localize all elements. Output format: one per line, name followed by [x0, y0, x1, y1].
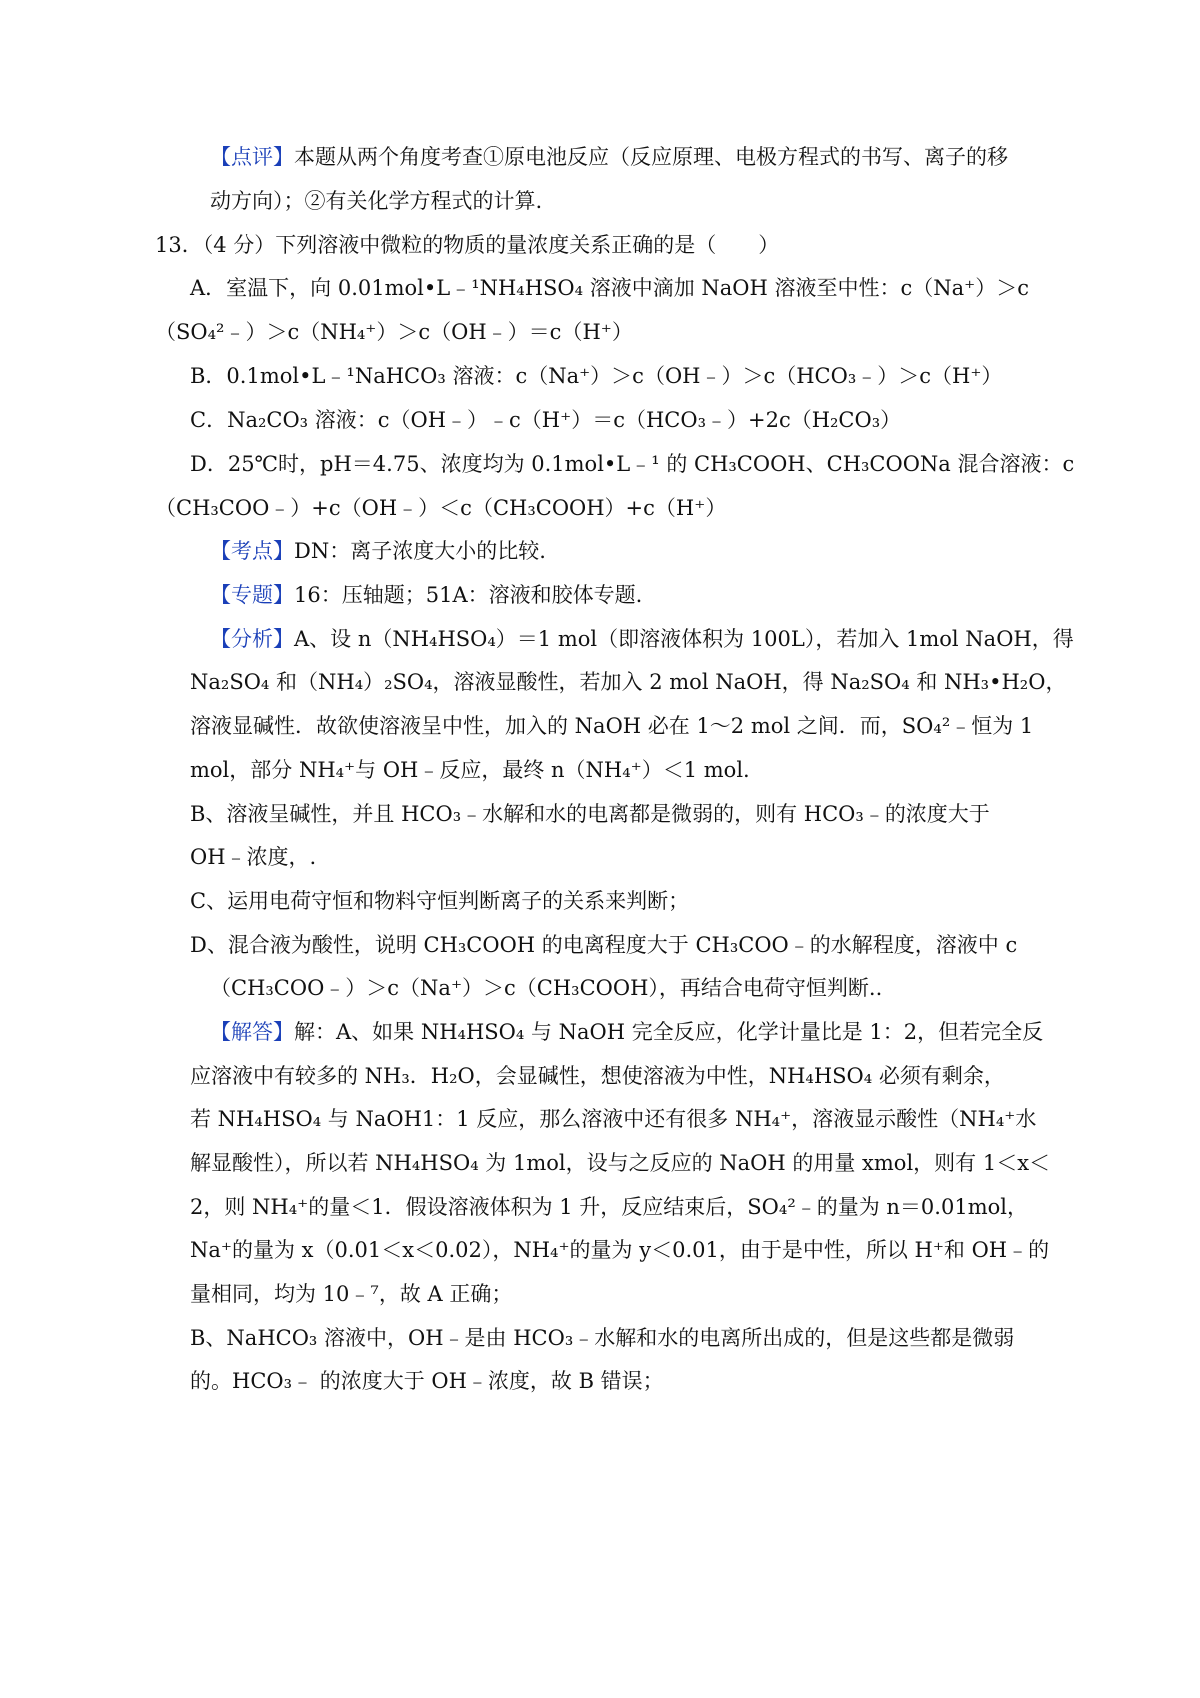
jieda-line-4: 解显酸性），所以若 NH₄HSO₄ 为 1mol，设与之反应的 NaOH 的用量 xmol，则有 1＜x＜	[190, 1151, 1051, 1175]
fenxi-line-8: D、混合液为酸性，说明 CH₃COOH 的电离程度大于 CH₃COO﹣的水解程度，溶液中 c	[190, 933, 1018, 957]
fenxi-line-7: C、运用电荷守恒和物料守恒判断离子的关系来判断；	[190, 889, 690, 913]
jieda-line-5: 2，则 NH₄⁺的量＜1．假设溶液体积为 1 升，反应结束后，SO₄²﹣的量为 n＝0.01mol，	[190, 1195, 1028, 1219]
kaodian-tag: 【考点】	[210, 539, 294, 563]
jieda-tag: 【解答】	[210, 1020, 294, 1044]
option-d-line-2: （CH₃COO﹣）+c（OH﹣）＜c（CH₃COOH）+c（H⁺）	[155, 496, 727, 520]
fenxi-line-9: （CH₃COO﹣）＞c（Na⁺）＞c（CH₃COOH），再结合电荷守恒判断..	[210, 976, 883, 1000]
jieda-line-1	[210, 1017, 1043, 1047]
jieda-text-1: 解：A、如果 NH₄HSO₄ 与 NaOH 完全反应，化学计量比是 1：2，但若完全反	[294, 1020, 1044, 1044]
kaodian-line	[210, 536, 546, 566]
fenxi-line-3: 溶液显碱性．故欲使溶液呈中性，加入的 NaOH 必在 1～2 mol 之间．而，SO₄²﹣恒为 1	[190, 714, 1034, 738]
jieda-line-8: B、NaHCO₃ 溶液中，OH﹣是由 HCO₃﹣水解和水的电离所出成的，但是这些都是微弱	[190, 1326, 1015, 1350]
option-d-line-1: D．25℃时，pH＝4.75、浓度均为 0.1mol•L﹣¹ 的 CH₃COOH、CH₃COONa 混合溶液：c	[190, 452, 1075, 476]
jieda-line-7: 量相同，均为 10﹣⁷，故 A 正确；	[190, 1282, 513, 1306]
question-title: 13．（4 分）下列溶液中微粒的物质的量浓度关系正确的是（ ）	[155, 233, 780, 257]
review-tag: 【点评】	[210, 145, 294, 169]
option-b: B．0.1mol•L﹣¹NaHCO₃ 溶液：c（Na⁺）＞c（OH﹣）＞c（HCO₃﹣）＞c（H⁺）	[190, 364, 1003, 388]
kaodian-text: DN：离子浓度大小的比较.	[294, 539, 546, 563]
fenxi-line-6: OH﹣浓度，.	[190, 845, 317, 869]
option-a-line-2: （SO₄²﹣）＞c（NH₄⁺）＞c（OH﹣）＝c（H⁺）	[155, 320, 633, 344]
jieda-line-9: 的。HCO₃﹣ 的浓度大于 OH﹣浓度，故 B 错误；	[190, 1369, 664, 1393]
fenxi-line-1	[210, 624, 1074, 654]
zhuanti-text: 16：压轴题；51A：溶液和胶体专题.	[294, 583, 643, 607]
fenxi-tag: 【分析】	[210, 627, 294, 651]
zhuanti-line	[210, 580, 642, 610]
jieda-line-2: 应溶液中有较多的 NH₃．H₂O，会显碱性，想使溶液为中性，NH₄HSO₄ 必须有剩余，	[190, 1064, 1005, 1088]
fenxi-line-4: mol，部分 NH₄⁺与 OH﹣反应，最终 n（NH₄⁺）＜1 mol.	[190, 758, 750, 782]
fenxi-text-1: A、设 n（NH₄HSO₄）＝1 mol（即溶液体积为 100L），若加入 1mol NaOH，得	[294, 627, 1074, 651]
jieda-line-3: 若 NH₄HSO₄ 与 NaOH1：1 反应，那么溶液中还有很多 NH₄⁺，溶液显示酸性（NH₄⁺水	[190, 1107, 1037, 1131]
review-line-2: 动方向）；②有关化学方程式的计算.	[210, 189, 543, 213]
option-c: C．Na₂CO₃ 溶液：c（OH﹣）﹣c（H⁺）＝c（HCO₃﹣）+2c（H₂CO₃）	[190, 408, 902, 432]
review-text-1: 本题从两个角度考查①原电池反应（反应原理、电极方程式的书写、离子的移	[294, 145, 1008, 169]
zhuanti-tag: 【专题】	[210, 583, 294, 607]
jieda-line-6: Na⁺的量为 x（0.01＜x＜0.02），NH₄⁺的量为 y＜0.01，由于是中性，所以 H⁺和 OH﹣的	[190, 1238, 1050, 1262]
option-a-line-1: A．室温下，向 0.01mol•L﹣¹NH₄HSO₄ 溶液中滴加 NaOH 溶液至中性：c（Na⁺）＞c	[190, 276, 1030, 300]
fenxi-line-2: Na₂SO₄ 和（NH₄）₂SO₄，溶液显酸性，若加入 2 mol NaOH，得 Na₂SO₄ 和 NH₃•H₂O，	[190, 670, 1067, 694]
review-line-1	[210, 142, 1008, 172]
fenxi-line-5: B、溶液呈碱性，并且 HCO₃﹣水解和水的电离都是微弱的，则有 HCO₃﹣的浓度大于	[190, 802, 990, 826]
